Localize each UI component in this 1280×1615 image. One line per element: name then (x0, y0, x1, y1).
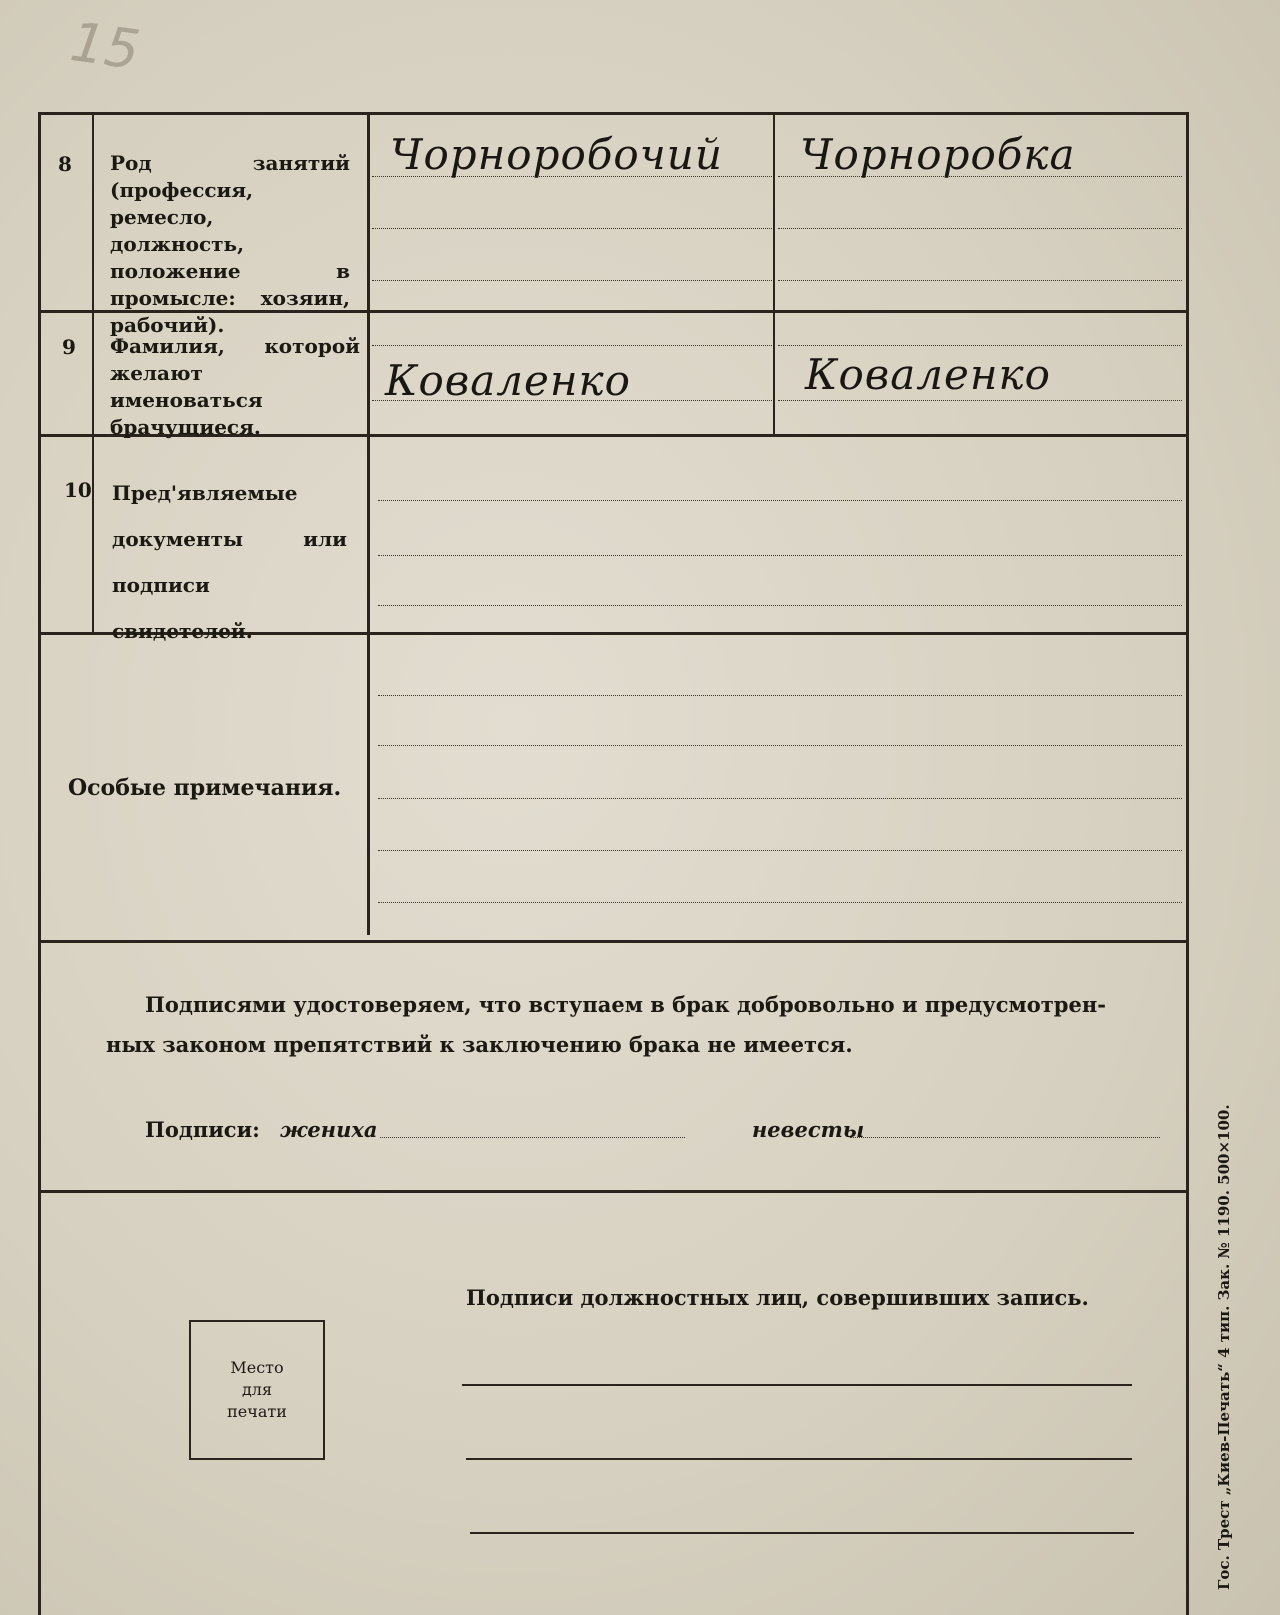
frame-top (38, 112, 1188, 115)
field-label-occupation: Род занятий (профессия, ремесло, должность, положение в промысле: хозяин, рабочий). (110, 151, 350, 337)
groom-surname-handwritten: Коваленко (385, 356, 631, 405)
stamp-placeholder (189, 1320, 325, 1460)
bride-signature-line (850, 1137, 1160, 1138)
dotted-line (378, 902, 1182, 903)
label-column-divider (367, 115, 370, 935)
field-label-documents: Пред'являемые документы или подписи свидетелей. (112, 481, 347, 643)
remarks-bottom (38, 940, 1188, 943)
declaration-bottom (38, 1190, 1188, 1193)
bride-signature-label: невесты (752, 1117, 865, 1142)
row-number: 8 (58, 152, 72, 176)
dotted-line (372, 280, 772, 281)
dotted-line (378, 605, 1182, 606)
dotted-line (372, 228, 772, 229)
num-column-divider (92, 115, 94, 635)
officials-heading: Подписи должностных лиц, совершивших запись. (466, 1285, 1089, 1310)
dotted-line (378, 695, 1182, 696)
official-signature-line-3 (470, 1532, 1134, 1534)
bride-surname-handwritten: Коваленко (805, 350, 1051, 399)
bride-occupation-handwritten: Чорноробка (800, 130, 1076, 179)
dotted-line (378, 500, 1182, 501)
stamp-text-3: печати (227, 1402, 287, 1421)
dotted-line (778, 228, 1182, 229)
groom-occupation-handwritten: Чорноробочий (390, 130, 723, 179)
frame-right (1186, 112, 1189, 1615)
groom-signature-label: жениха (280, 1117, 378, 1142)
groom-bride-divider (773, 115, 775, 435)
groom-signature-line (380, 1137, 685, 1138)
official-signature-line-1 (462, 1384, 1132, 1386)
row-number: 9 (62, 335, 76, 359)
stamp-text-1: Место (230, 1358, 284, 1377)
signatures-label: Подписи: (145, 1117, 260, 1142)
printer-imprint: Гос. Трест „Киев-Печать“ 4 тип. Зак. № 1190. 500×100. (1215, 1104, 1233, 1590)
field-label-surname: Фамилия, которой желают именоваться брачущиеся. (110, 334, 360, 439)
stamp-text-2: для (241, 1380, 273, 1399)
pencil-page-number: 15 (66, 9, 144, 82)
dotted-line (778, 345, 1182, 346)
remarks-label: Особые примечания. (68, 775, 342, 801)
dotted-line (778, 400, 1182, 401)
declaration-line-2: ных законом препятствий к заключению брака не имеется. (106, 1032, 853, 1057)
dotted-line (378, 798, 1182, 799)
dotted-line (378, 745, 1182, 746)
dotted-line (378, 555, 1182, 556)
declaration-line-1: Подписями удостоверяем, что вступаем в брак добровольно и предусмотрен- (145, 992, 1106, 1017)
frame-left (38, 112, 41, 1615)
dotted-line (378, 850, 1182, 851)
official-signature-line-2 (466, 1458, 1132, 1460)
dotted-line (372, 345, 772, 346)
row-number: 10 (64, 478, 92, 502)
dotted-line (778, 280, 1182, 281)
